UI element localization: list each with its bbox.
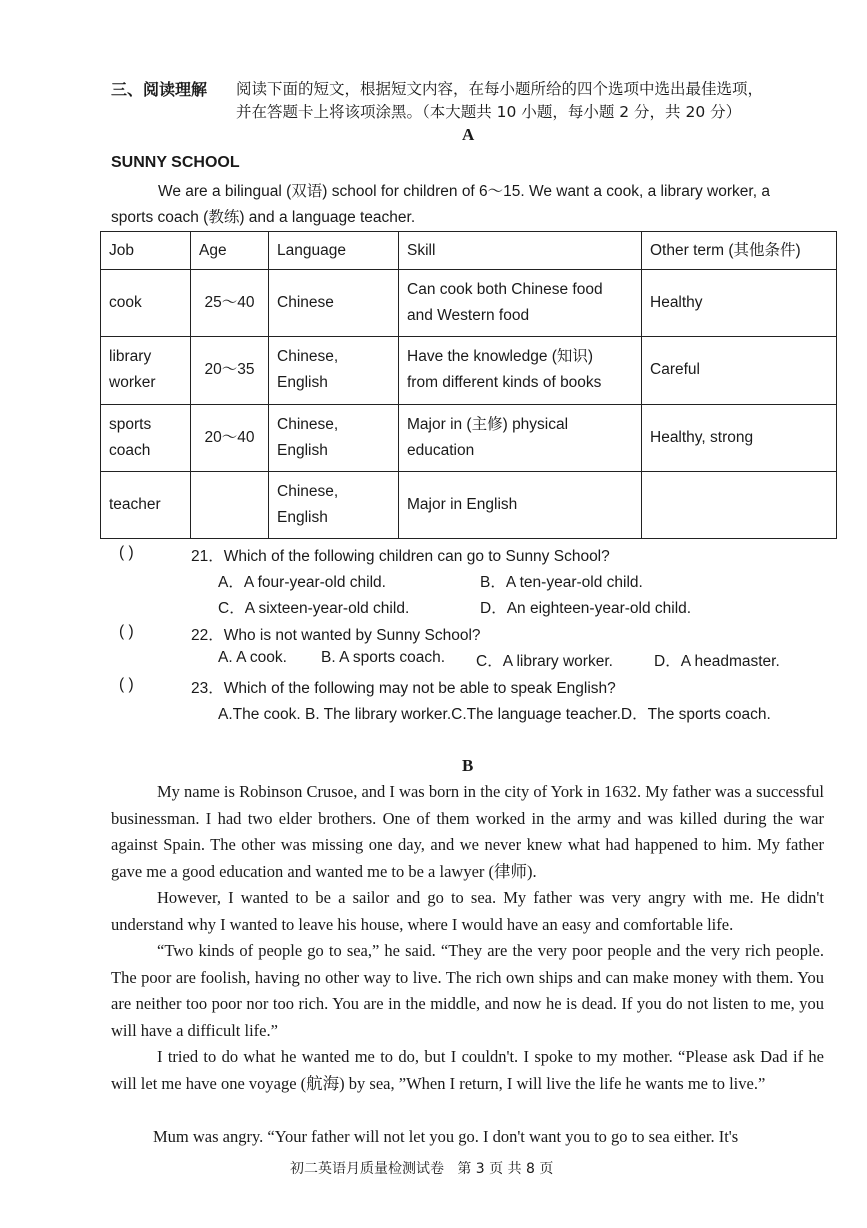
question-23-options[interactable]: A.The cook. B. The library worker.C.The language teacher.D．The sports coach. [218, 706, 771, 723]
school-name: SUNNY SCHOOL [111, 154, 240, 171]
header-other-term: Other term (其他条件) [642, 232, 837, 270]
answer-blank-21[interactable]: ( ) [119, 544, 134, 561]
cell-age: 20～40 [191, 404, 269, 471]
section-instruction-line2: 并在答题卡上将该项涂黑。（本大题共 10 小题，每小题 2 分，共 20 分） [236, 103, 742, 121]
question-22-option-b[interactable]: B. A sports coach. [321, 649, 446, 666]
passage-paragraph-4: I tried to do what he wanted me to do, but I couldn't. I spoke to my mother. “Please ask Dad if he will let me have one voyage (航海) by sea, ”When I return, I will live the life he wants me to live.” [111, 1047, 824, 1093]
header-language: Language [269, 232, 399, 270]
page-footer: 初二英语月质量检测试卷 第 3 页 共 8 页 [290, 1161, 554, 1177]
question-22-option-d[interactable]: D．A headmaster. [654, 653, 780, 670]
cell-skill: Can cook both Chinese food and Western food [399, 270, 642, 337]
cell-other: Healthy [642, 270, 837, 337]
question-22-option-c[interactable]: C．A library worker. [476, 653, 613, 670]
answer-blank-23[interactable]: ( ) [119, 676, 134, 693]
cell-job: library worker [101, 337, 191, 404]
passage-paragraph-2: However, I wanted to be a sailor and go to sea. My father was very angry with me. He didn't understand why I wanted to leave his house, where I would have an easy and comfortable life. [111, 888, 824, 934]
cell-other: Careful [642, 337, 837, 404]
question-23-stem: 23．Which of the following may not be able to speak English? [191, 680, 616, 697]
cell-language: Chinese [269, 270, 399, 337]
header-job: Job [101, 232, 191, 270]
cell-skill: Have the knowledge (知识) from different kinds of books [399, 337, 642, 404]
answer-blank-22[interactable]: ( ) [119, 623, 134, 640]
table-row [101, 270, 837, 337]
cell-job: cook [101, 270, 191, 337]
header-skill: Skill [399, 232, 642, 270]
intro-line2: sports coach (教练) and a language teacher. [111, 209, 416, 226]
question-21-option-c[interactable]: C．A sixteen-year-old child. [218, 600, 410, 617]
question-21-option-d[interactable]: D．An eighteen-year-old child. [480, 600, 692, 617]
question-21-option-b[interactable]: B．A ten-year-old child. [480, 574, 643, 591]
table-header-row [101, 232, 837, 270]
passage-paragraph-1: My name is Robinson Crusoe, and I was born in the city of York in 1632. My father was a successful businessman. I had two elder brothers. One of them worked in the army and was killed during the war against Spain. The other was missing one day, and we never knew what had happened to him. My father gave me a good education and wanted me to be a lawyer (律师). [111, 782, 824, 881]
passage-paragraph-5: Mum was angry. “Your father will not let you go. I don't want you to go to sea either. It's [153, 1127, 739, 1146]
part-a-heading: A [462, 125, 475, 144]
table-row [101, 337, 837, 404]
cell-language: Chinese, English [269, 404, 399, 471]
intro-line1: We are a bilingual (双语) school for children of 6～15. We want a cook, a library worker, a [158, 183, 770, 200]
cell-other [642, 471, 837, 538]
cell-other: Healthy, strong [642, 404, 837, 471]
cell-language: Chinese, English [269, 337, 399, 404]
question-22-stem: 22．Who is not wanted by Sunny School? [191, 627, 481, 644]
job-table [100, 231, 837, 539]
cell-language: Chinese, English [269, 471, 399, 538]
cell-skill: Major in (主修) physical education [399, 404, 642, 471]
question-22-option-a[interactable]: A. A cook. [218, 649, 287, 666]
header-age: Age [191, 232, 269, 270]
section-instruction-line1: 阅读下面的短文，根据短文内容，在每小题所给的四个选项中选出最佳选项， [236, 80, 764, 98]
cell-skill: Major in English [399, 471, 642, 538]
question-21-stem: 21．Which of the following children can go to Sunny School? [191, 548, 610, 565]
table-row [101, 404, 837, 471]
table-row [101, 471, 837, 538]
cell-age: 20～35 [191, 337, 269, 404]
cell-age [191, 471, 269, 538]
part-b-heading: B [462, 756, 474, 775]
cell-age: 25～40 [191, 270, 269, 337]
cell-job: sports coach [101, 404, 191, 471]
question-21-option-a[interactable]: A．A four-year-old child. [218, 574, 386, 591]
cell-job: teacher [101, 471, 191, 538]
passage-paragraph-3: “Two kinds of people go to sea,” he said. “They are the very poor people and the very rich people. The poor are foolish, having no other way to live. The rich own ships and can make money with them. You are neither too poor nor too rich. You are in the middle, and now he is dead. If you do not listen to me, you will have a difficult life.” [111, 941, 824, 1040]
section-title: 三、阅读理解 [111, 80, 208, 99]
